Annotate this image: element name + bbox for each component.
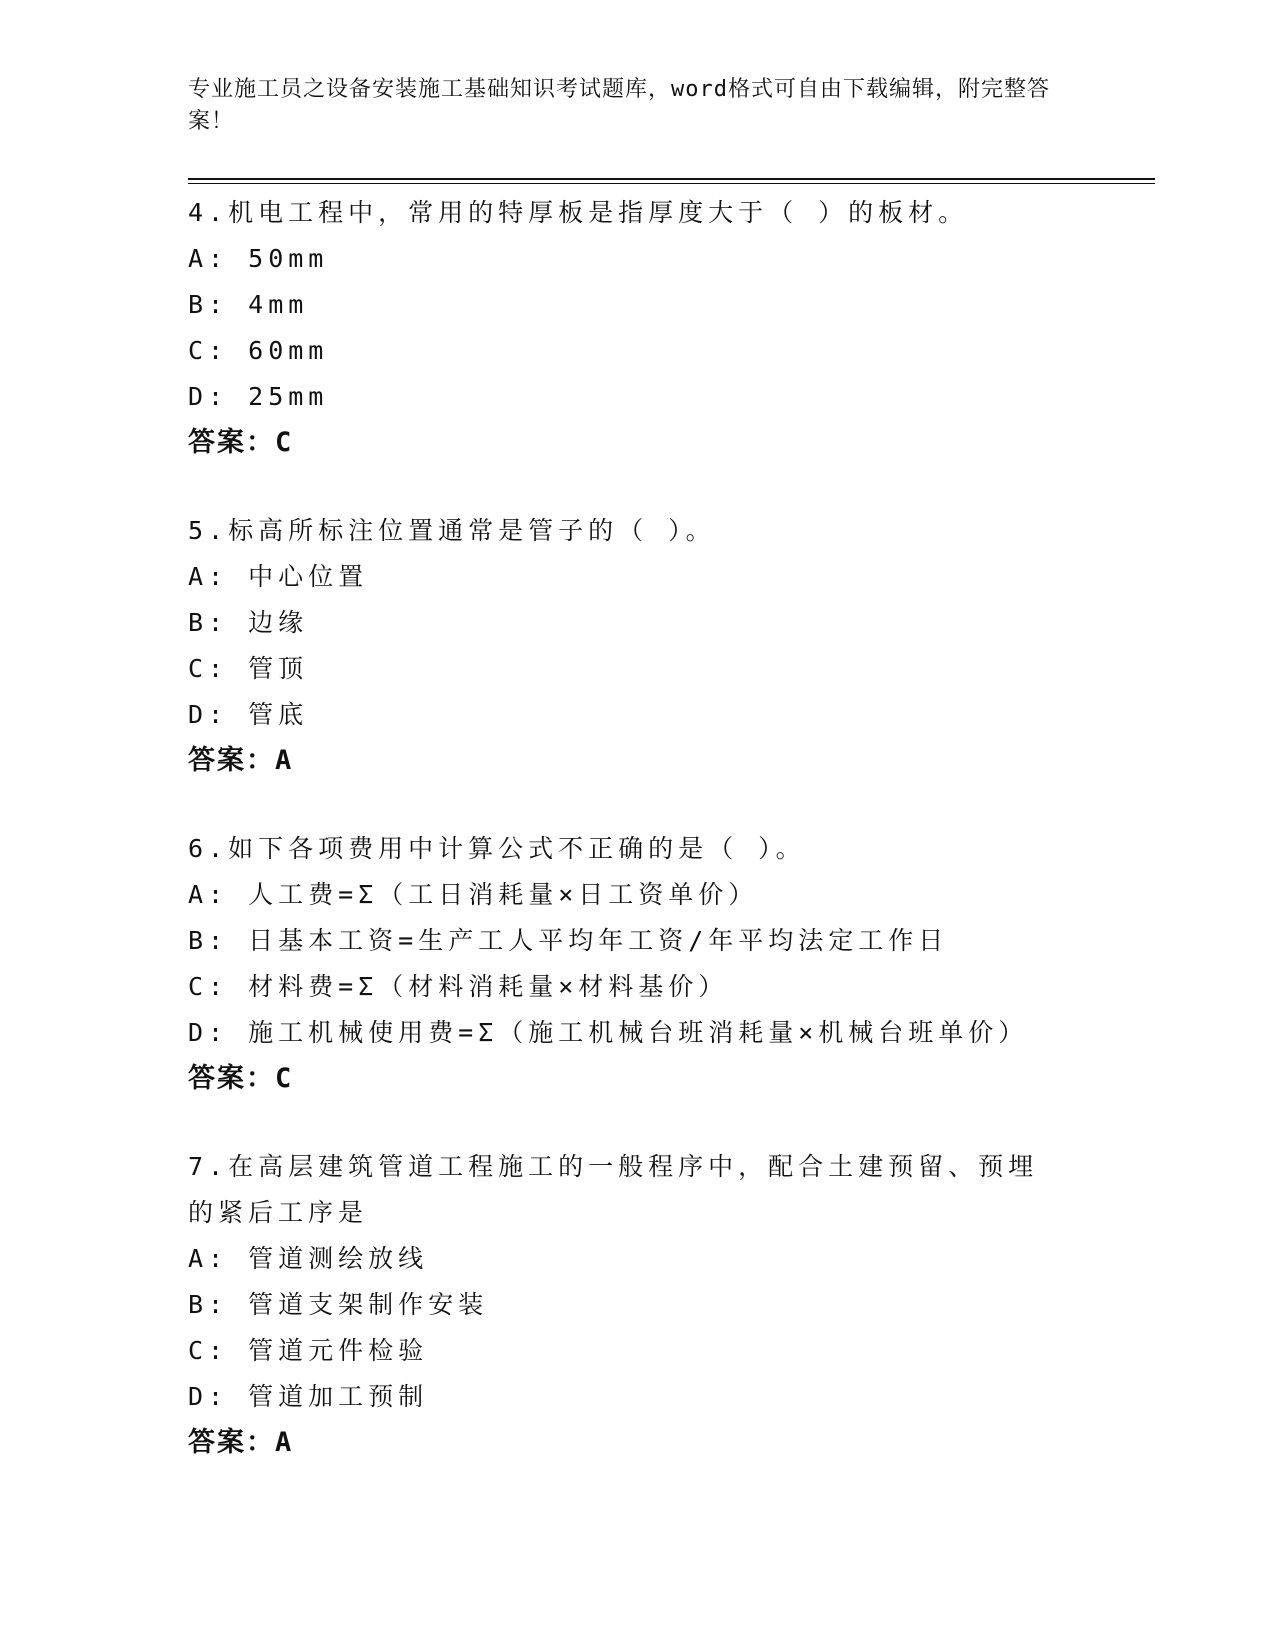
option-d: D: 施工机械使用费=Σ（施工机械台班消耗量×机械台班单价） bbox=[188, 1018, 1029, 1047]
header-divider-thin bbox=[188, 183, 1155, 184]
question-item bbox=[188, 826, 1148, 1102]
answer-line: 答案：C bbox=[188, 1063, 294, 1094]
question-stem: 5.标高所标注位置通常是管子的（ ）。 bbox=[188, 516, 716, 545]
header-divider-thick bbox=[188, 178, 1155, 180]
option-a: A: 中心位置 bbox=[188, 562, 369, 591]
question-stem: 6.如下各项费用中计算公式不正确的是（ ）。 bbox=[188, 834, 806, 863]
question-item bbox=[188, 508, 1148, 784]
option-a: A: 人工费=Σ（工日消耗量×日工资单价） bbox=[188, 880, 759, 909]
option-c: C: 管道元件检验 bbox=[188, 1336, 429, 1365]
answer-line: 答案：A bbox=[188, 745, 294, 776]
answer-line: 答案：A bbox=[188, 1427, 294, 1458]
document-header: 专业施工员之设备安装施工基础知识考试题库，word格式可自由下载编辑，附完整答案！ bbox=[188, 77, 1050, 134]
question-item bbox=[188, 190, 1148, 466]
question-stem: 7.在高层建筑管道工程施工的一般程序中，配合土建预留、预埋的紧后工序是 bbox=[188, 1152, 1039, 1227]
option-b: B: 边缘 bbox=[188, 608, 309, 637]
option-b: B: 日基本工资=生产工人平均年工资/年平均法定工作日 bbox=[188, 926, 949, 955]
question-item bbox=[188, 1144, 1148, 1466]
answer-line: 答案：C bbox=[188, 427, 294, 458]
option-a: A: 50mm bbox=[188, 244, 329, 273]
option-a: A: 管道测绘放线 bbox=[188, 1244, 429, 1273]
option-b: B: 管道支架制作安装 bbox=[188, 1290, 489, 1319]
option-c: C: 管顶 bbox=[188, 654, 309, 683]
option-d: D: 管底 bbox=[188, 700, 309, 729]
option-d: D: 管道加工预制 bbox=[188, 1382, 429, 1411]
option-c: C: 60mm bbox=[188, 336, 329, 365]
option-d: D: 25mm bbox=[188, 382, 329, 411]
question-list bbox=[188, 190, 1148, 1508]
question-stem: 4.机电工程中，常用的特厚板是指厚度大于（ ）的板材。 bbox=[188, 198, 969, 227]
option-b: B: 4mm bbox=[188, 290, 309, 319]
option-c: C: 材料费=Σ（材料消耗量×材料基价） bbox=[188, 972, 729, 1001]
